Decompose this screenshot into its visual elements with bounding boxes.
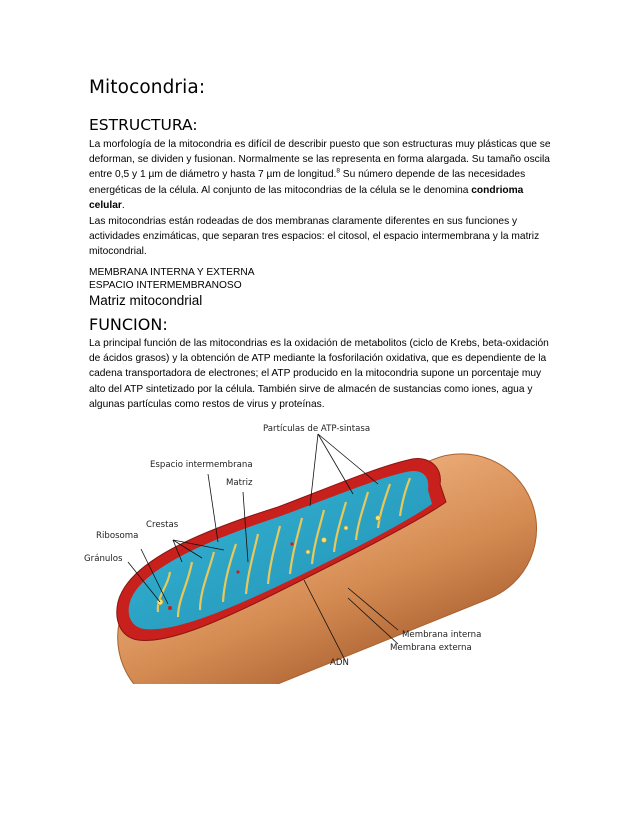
estructura-paragraph-1-text-b: Su número depende de las necesidades energéticas de la célula. Al conjunto de las mitocondrias de la célula se le denomina xyxy=(89,169,526,196)
label-crestas: Crestas xyxy=(146,520,179,530)
page-title: Mitocondria: xyxy=(89,77,206,98)
footnote-ref: 8 xyxy=(336,168,340,176)
label-membrana-interna: Membrana interna xyxy=(402,630,482,640)
funcion-paragraph: La principal función de las mitocondrias es la oxidación de metabolitos (ciclo de Krebs, beta-oxidación de ácidos grasos) y la obtención de ATP mediante la fosforilación oxidativa, que es dependiente de la cadena transportadora de electrones; el ATP producido en la mitocondria supone un porcentaje muy alto del ATP sintetizado por la célula. También sirve de almacén de sustancias como iones, agua y algunas partículas como restos de virus y proteínas. xyxy=(89,338,549,410)
condrioma-term: condrioma celular xyxy=(89,184,524,211)
label-membrana-externa: Membrana externa xyxy=(390,643,472,653)
estructura-paragraph-1-end: . xyxy=(121,199,125,211)
label-ribosoma: Ribosoma xyxy=(96,531,139,541)
estructura-paragraph-1-text-a: La morfología de la mitocondria es difícil de describir puesto que son estructuras muy plásticas que se deforman, se dividen y fusionan. Normalmente se las representa en forma alargada. Su tamaño oscila entre 0,5 y 1 µm de diámetro y hasta 7 µm de longitud. xyxy=(89,139,551,181)
mitochondrion-diagram xyxy=(78,412,558,684)
estructura-paragraph-1 xyxy=(89,137,559,213)
estructura-paragraph-2: Las mitocondrias están rodeadas de dos membranas claramente diferentes en sus funciones y actividades enzimáticas, que separan tres espacios: el citosol, el espacio intermembrana y la matriz mitocondrial. xyxy=(89,216,540,258)
label-membranas: MEMBRANA INTERNA Y EXTERNA xyxy=(89,267,255,278)
label-espacio-intermembrana: Espacio intermembrana xyxy=(150,460,253,470)
section-heading-estructura: ESTRUCTURA: xyxy=(89,116,198,134)
section-heading-funcion: FUNCION: xyxy=(89,315,168,334)
label-granulos: Gránulos xyxy=(84,554,123,564)
label-matriz-fig: Matriz xyxy=(226,478,253,488)
label-atp-sintasa: Partículas de ATP-sintasa xyxy=(263,424,371,434)
label-matriz: Matriz mitocondrial xyxy=(89,293,203,308)
label-espacio: ESPACIO INTERMEMBRANOSO xyxy=(89,280,242,291)
label-adn: ADN xyxy=(330,658,349,668)
